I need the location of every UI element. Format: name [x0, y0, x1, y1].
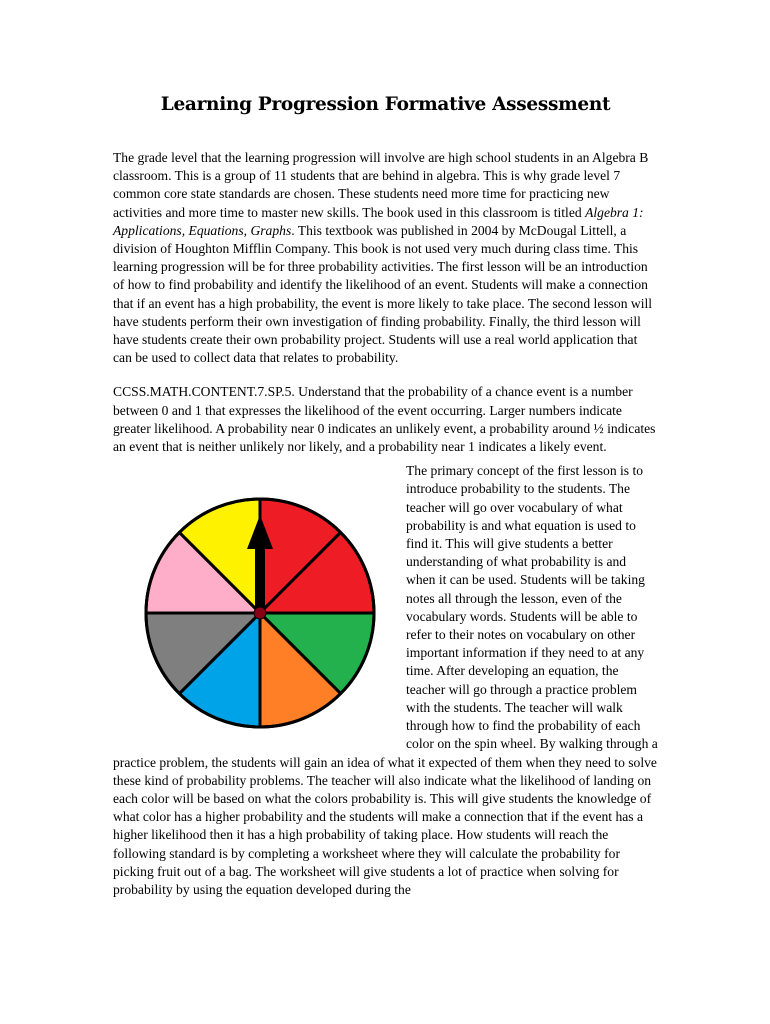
spinner-figure — [113, 462, 406, 752]
lesson-section — [113, 462, 658, 899]
pointer-hub — [254, 607, 266, 619]
book-title: Algebra 1: Applications, Equations, Graphs — [113, 204, 644, 238]
lesson-one-paragraph: The primary concept of the first lesson is to introduce probability to the students. The teacher will go over vocabulary of what probability is and what equation is used to find it. This will give students a better understanding of what probability is and when it can be used. Students will be taking notes all through the lesson, even of the vocabulary words. Students will be able to refer to their notes on vocabulary on other important information if they need to at any time. After developing an equation, the teacher will go through a practice problem with the students. The teacher will walk through how to find the probability of each color on the spin wheel. By walking through a practice problem, the students will gain an idea of what it expected of them when they need to solve these kind of probability problems. The teacher will also indicate what the likelihood of landing on each color will be based on what the colors probability is. This will give students the knowledge of what color has a higher probability and the students will make a connection that if the event has a higher likelihood then it has a high probability of taking place. How students will reach the following standard is by completing a worksheet where they will calculate the probability for picking fruit out of a bag. The worksheet will give students a lot of practice when solving for probability by using the equation developed during the — [113, 463, 658, 897]
document-page — [113, 90, 658, 899]
intro-text-start: The grade level that the learning progression will involve are high school students in an Algebra B classroom. This is a group of 11 students that are behind in algebra. This is why grade level 7 common core state standards are chosen. These students need more time for practicing new activities and more time to master new skills. The book used in this classroom is titled — [113, 150, 649, 220]
spin-wheel — [143, 496, 377, 730]
intro-text-end: . This textbook was published in 2004 by McDougal Littell, a division of Houghton Mifflin Company. This book is not used very much during class time. This learning progression will be for three probability activities. The first lesson will be an introduction of how to find probability and identify the likelihood of an event. Students will make a connection that if an event has a high probability, the event is more likely to take place. The second lesson will have students perform their own investigation of finding probability. Finally, the third lesson will have students create their own probability project. Students will use a real world application that can be used to collect data that relates to probability. — [113, 222, 653, 366]
document-title: Learning Progression Formative Assessment — [160, 94, 611, 115]
standard-paragraph: CCSS.MATH.CONTENT.7.SP.5. Understand that the probability of a chance event is a number between 0 and 1 that expresses the likelihood of the event occurring. Larger numbers indicate greater likelihood. A probability near 0 indicates an unlikely event, a probability around ½ indicates an event that is neither unlikely nor likely, and a probability near 1 indicates a likely event. — [113, 384, 656, 455]
intro-paragraph — [113, 149, 658, 367]
